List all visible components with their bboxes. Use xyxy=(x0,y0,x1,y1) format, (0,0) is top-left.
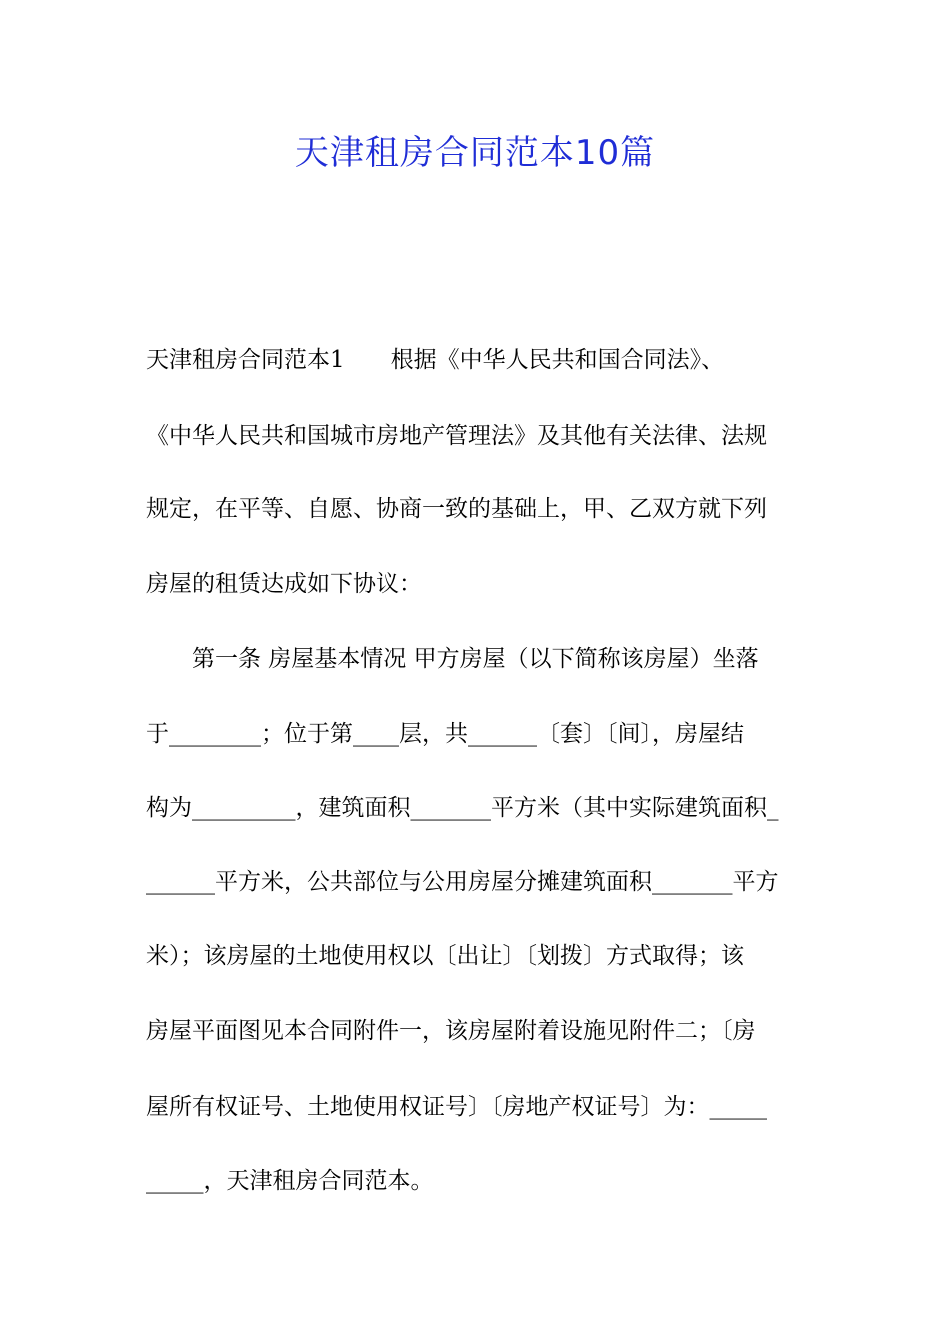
body-line-2: 《中华人民共和国城市房地产管理法》及其他有关法律、法规 xyxy=(146,423,767,449)
body-line-11: 屋所有权证号、土地使用权证号〕〔房地产权证号〕为：_____ xyxy=(146,1094,767,1120)
body-line-4: 房屋的租赁达成如下协议： xyxy=(146,571,422,597)
body-line-3: 规定，在平等、自愿、协商一致的基础上，甲、乙双方就下列 xyxy=(146,496,767,522)
body-line-12: _____，天津租房合同范本。 xyxy=(146,1168,434,1194)
body-line-8: ______平方米，公共部位与公用房屋分摊建筑面积_______平方 xyxy=(146,869,779,895)
body-line-5: 第一条 房屋基本情况 甲方房屋（以下简称该房屋）坐落 xyxy=(146,646,759,672)
body-line-1: 天津租房合同范本1 根据《中华人民共和国合同法》、 xyxy=(146,347,725,373)
body-line-6: 于________；位于第____层，共______〔套〕〔间〕，房屋结 xyxy=(146,721,744,747)
body-line-7: 构为_________，建筑面积_______平方米（其中实际建筑面积_ xyxy=(146,795,779,821)
document-title: 天津租房合同范本10篇 xyxy=(294,133,656,173)
body-line-10: 房屋平面图见本合同附件一，该房屋附着设施见附件二；〔房 xyxy=(146,1018,756,1044)
body-line-9: 米）；该房屋的土地使用权以〔出让〕〔划拨〕方式取得；该 xyxy=(146,943,744,969)
